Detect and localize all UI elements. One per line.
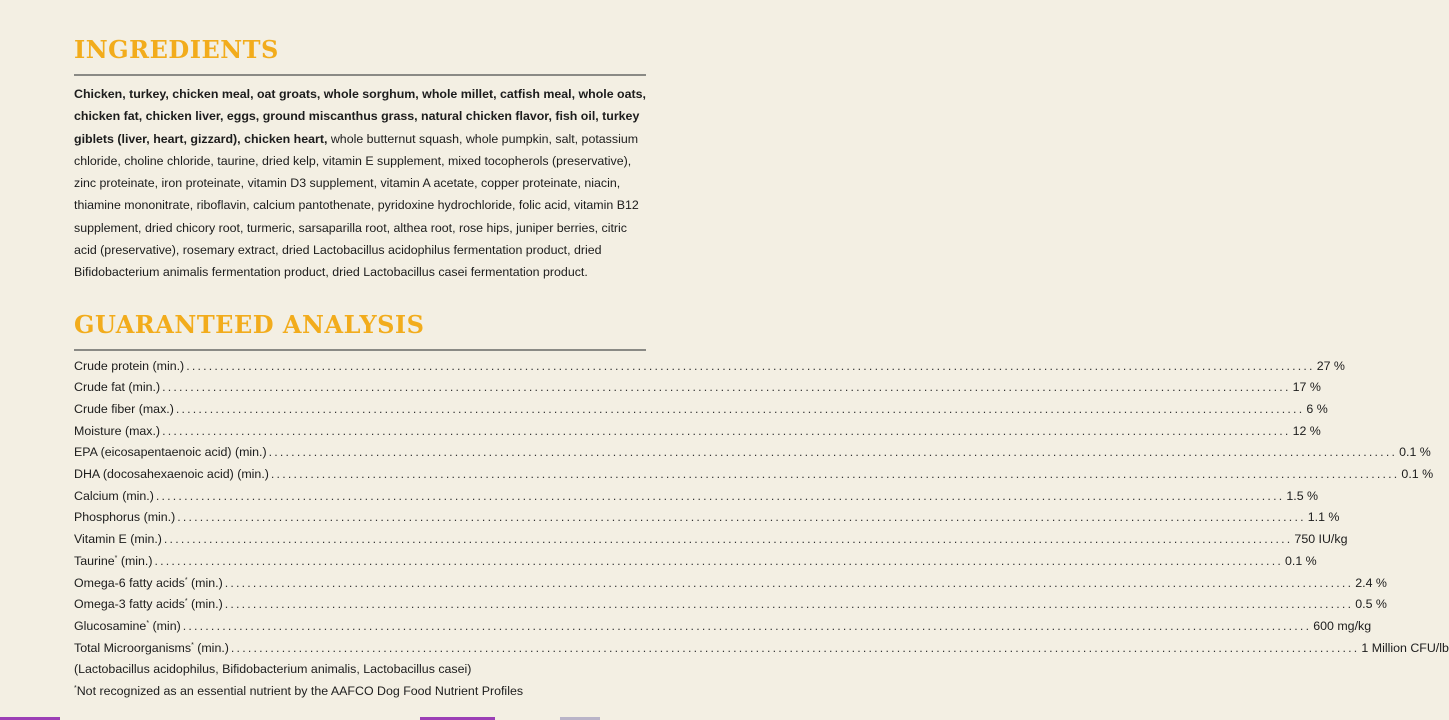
ingredients-heading: INGREDIENTS <box>74 35 279 64</box>
ingredients-secondary: whole butternut squash, whole pumpkin, salt, potassium chloride, choline chloride, taurine, dried kelp, vitamin E supplement, mixed tocopherols (preservative), zinc proteinate, iron proteinate, vitamin D3 supplement, vitamin A acetate, copper proteinate, niacin, thiamine mononitrate, riboflavin, calcium pantothenate, pyridoxine hydrochloride, folic acid, vitamin B12 supplement, dried chicory root, turmeric, sarsaparilla root, althea root, rose hips, juniper berries, citric acid (preservative), rosemary extract, dried Lactobacillus acidophilus fermentation product, dried Bifidobacterium animalis fermentation product, dried Lactobacillus casei fermentation product. <box>74 131 639 280</box>
analysis-heading: GUARANTEED ANALYSIS <box>74 309 425 339</box>
analysis-row <box>74 529 1348 551</box>
ingredients-list <box>74 83 646 284</box>
dot-leader: ........................................................................................................................................................................................................ <box>163 532 1293 547</box>
analysis-row <box>74 638 1449 660</box>
footnote-mark: * <box>74 684 77 692</box>
dot-leader: ........................................................................................................................................................................................................ <box>162 423 1291 438</box>
nutrient-label <box>74 507 175 529</box>
footnote-text: Not recognized as an essential nutrient by the AAFCO Dog Food Nutrient Profiles <box>76 684 524 698</box>
analysis-row <box>74 399 1328 421</box>
dot-leader: ........................................................................................................................................................................................................ <box>186 358 1315 373</box>
nutrient-label <box>74 486 154 508</box>
analysis-table <box>74 356 1449 660</box>
analysis-row <box>74 507 1340 529</box>
nutrient-name: Taurine <box>74 553 115 568</box>
dot-leader: ........................................................................................................................................................................................................ <box>162 380 1291 395</box>
nutrient-name: Crude protein (min.) <box>74 358 185 373</box>
label-panel <box>74 30 1449 703</box>
nutrient-value: 1.1 % <box>1307 510 1340 525</box>
nutrient-value: 12 % <box>1292 423 1321 438</box>
analysis-row <box>74 486 1319 508</box>
nutrient-name: Phosphorus (min.) <box>74 510 176 525</box>
nutrient-value: 6 % <box>1306 402 1328 417</box>
dot-leader: ........................................................................................................................................................................................................ <box>270 467 1400 482</box>
analysis-row <box>74 421 1321 443</box>
dot-leader: ........................................................................................................................................................................................................ <box>182 618 1312 633</box>
nutrient-value: 600 mg/kg <box>1313 618 1372 633</box>
nutrient-name: Crude fat (min.) <box>74 380 161 395</box>
analysis-row <box>74 551 1317 573</box>
nutrient-value: 0.1 % <box>1401 467 1434 482</box>
nutrient-name: Total Microorganisms <box>74 640 192 655</box>
asterisk-mark: * <box>146 619 150 627</box>
analysis-row <box>74 594 1387 616</box>
dot-leader: ........................................................................................................................................................................................................ <box>154 553 1283 568</box>
nutrient-value: 0.1 % <box>1285 553 1317 568</box>
nutrient-qualifier: (min.) <box>117 553 153 568</box>
nutrient-value: 27 % <box>1316 358 1345 373</box>
nutrient-name: EPA (eicosapentaenoic acid) (min.) <box>74 445 267 460</box>
nutrient-value: 2.4 % <box>1355 575 1387 590</box>
nutrient-qualifier: (min.) <box>193 640 229 655</box>
analysis-row <box>74 356 1345 378</box>
nutrient-name: Glucosamine <box>74 618 147 633</box>
ingredients-divider <box>74 74 646 76</box>
nutrient-label <box>74 421 160 443</box>
nutrient-value: 17 % <box>1292 380 1321 395</box>
nutrient-value: 750 IU/kg <box>1294 532 1348 547</box>
nutrient-name: Vitamin E (min.) <box>74 532 162 547</box>
analysis-row <box>74 616 1372 638</box>
nutrient-name: Crude fiber (max.) <box>74 402 174 417</box>
ingredients-primary: Chicken, turkey, chicken meal, oat groats, whole sorghum, whole millet, catfish meal, whole oats, chicken fat, chicken liver, eggs, ground miscanthus grass, natural chicken flavor, fish oil, turkey giblets (liver, heart, gizzard), chicken heart, <box>74 87 646 146</box>
nutrient-name: DHA (docosahexaenoic acid) (min.) <box>74 467 269 482</box>
nutrient-label <box>74 551 152 573</box>
footnote <box>74 681 646 703</box>
asterisk-mark: * <box>184 598 188 606</box>
dot-leader: ........................................................................................................................................................................................................ <box>155 488 1285 503</box>
nutrient-value: 1 Million CFU/lb <box>1361 640 1449 655</box>
analysis-row <box>74 377 1321 399</box>
asterisk-mark: * <box>184 576 188 584</box>
nutrient-label <box>74 594 223 616</box>
nutrient-label <box>74 356 184 378</box>
nutrient-label <box>74 529 162 551</box>
nutrient-value: 0.5 % <box>1355 597 1387 612</box>
dot-leader: ........................................................................................................................................................................................................ <box>230 640 1360 655</box>
nutrient-name: Calcium (min.) <box>74 488 154 503</box>
asterisk-mark: * <box>191 641 194 649</box>
analysis-row <box>74 442 1431 464</box>
dot-leader: ........................................................................................................................................................................................................ <box>175 402 1305 417</box>
nutrient-name: Moisture (max.) <box>74 423 161 438</box>
nutrient-qualifier: (min.) <box>187 597 223 612</box>
nutrient-qualifier: (min) <box>149 618 181 633</box>
nutrient-label <box>74 573 223 595</box>
analysis-divider <box>74 349 646 351</box>
nutrient-label <box>74 399 174 421</box>
nutrient-name: Omega-3 fatty acids <box>74 597 185 612</box>
asterisk-mark: * <box>114 554 118 562</box>
nutrient-name: Omega-6 fatty acids <box>74 575 185 590</box>
nutrient-label <box>74 616 181 638</box>
dot-leader: ........................................................................................................................................................................................................ <box>224 597 1354 612</box>
analysis-row <box>74 573 1387 595</box>
nutrient-value: 0.1 % <box>1399 445 1431 460</box>
nutrient-label <box>74 638 229 660</box>
nutrient-value: 1.5 % <box>1286 488 1319 503</box>
nutrient-qualifier: (min.) <box>187 575 223 590</box>
analysis-row <box>74 464 1434 486</box>
nutrient-label <box>74 464 269 486</box>
dot-leader: ........................................................................................................................................................................................................ <box>268 445 1398 460</box>
nutrient-label <box>74 377 160 399</box>
nutrient-label <box>74 442 267 464</box>
dot-leader: ........................................................................................................................................................................................................ <box>224 575 1354 590</box>
dot-leader: ........................................................................................................................................................................................................ <box>177 510 1306 525</box>
organisms-note: (Lactobacillus acidophilus, Bifidobacterium animalis, Lactobacillus casei) <box>74 662 472 677</box>
